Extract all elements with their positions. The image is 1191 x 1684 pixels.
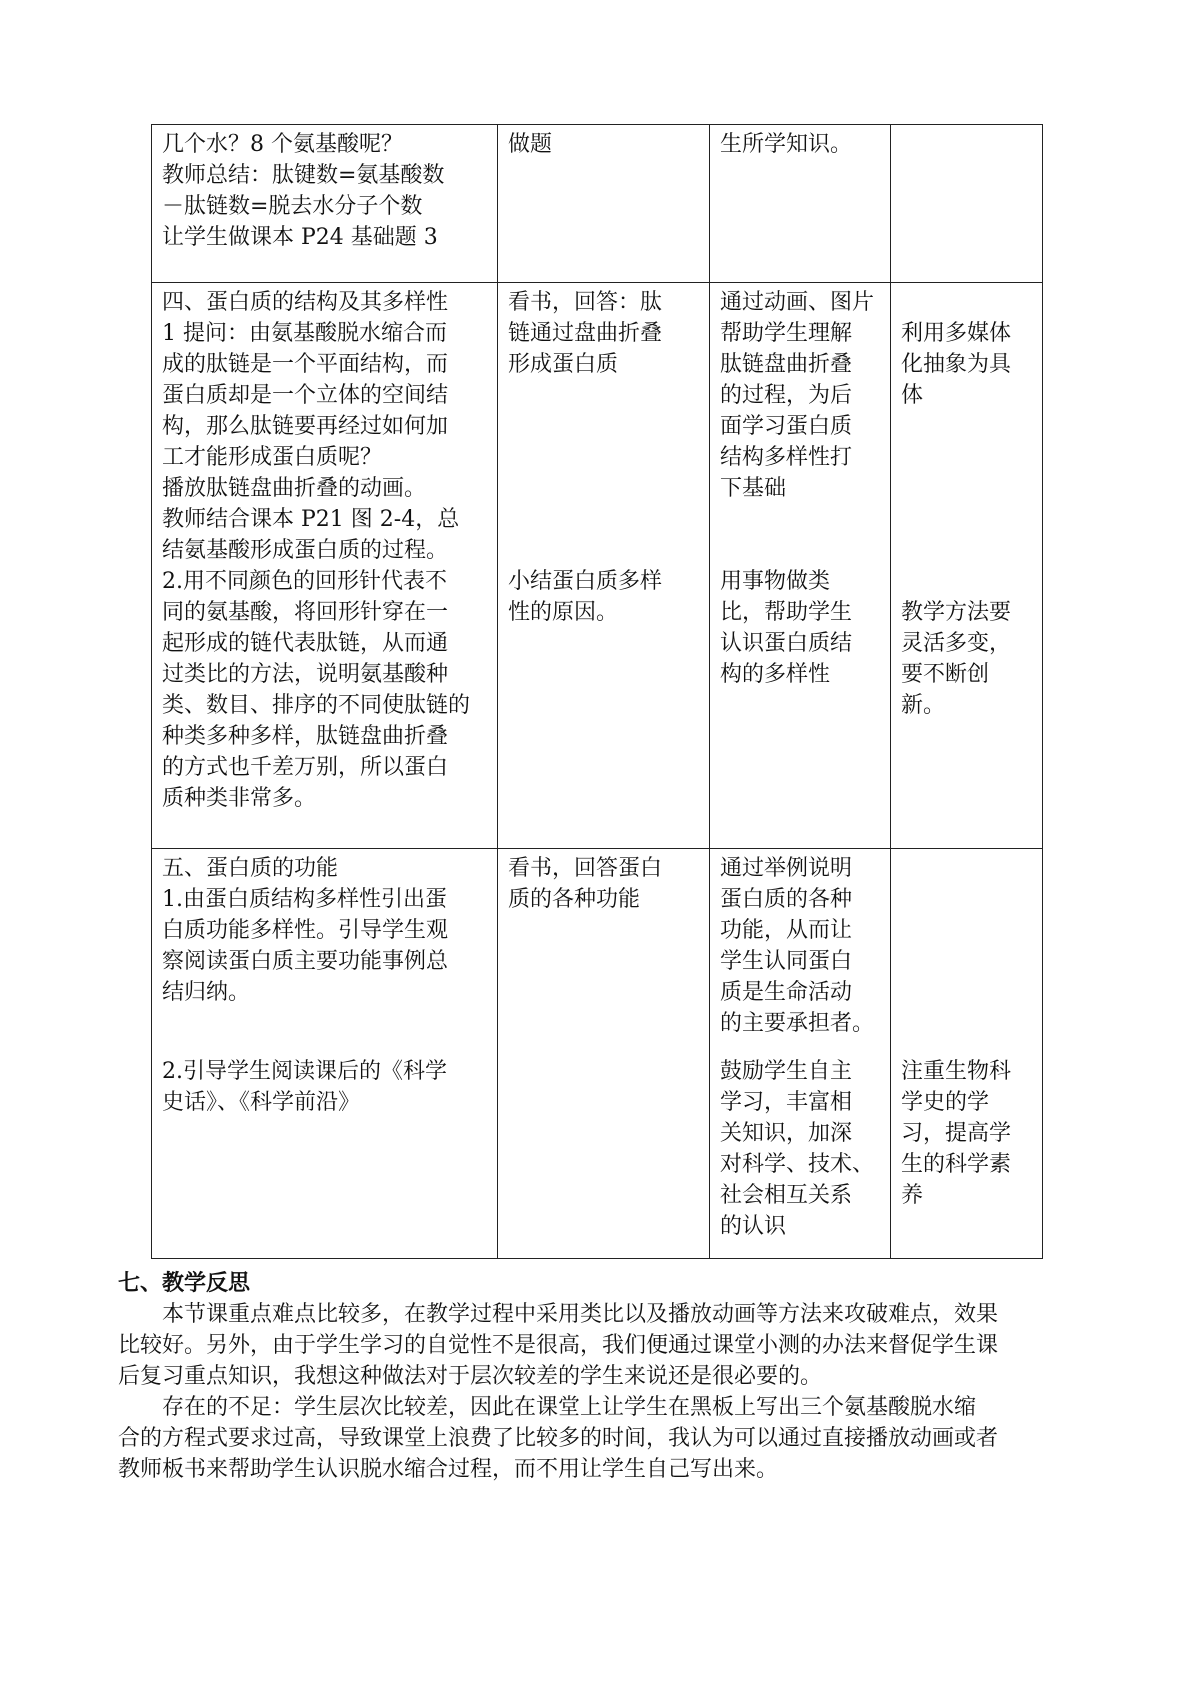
text-line: 蛋白质却是一个立体的空间结 [162, 383, 449, 408]
design-intent-cell [710, 283, 891, 849]
text-line: 结归纳。 [162, 980, 251, 1005]
text-line: 新。 [901, 693, 946, 718]
text-line: 看书，回答蛋白 [508, 856, 663, 881]
text-line: 结构多样性打 [720, 445, 853, 470]
text-line: 几个水？8 个氨基酸呢？ [162, 132, 403, 157]
teacher-activity-cell [152, 283, 498, 849]
text-line: 构的多样性 [720, 662, 831, 687]
text-line: 五、蛋白质的功能 [162, 856, 339, 881]
text-line: 体 [901, 383, 924, 408]
text-line: 质种类非常多。 [162, 786, 317, 811]
text-line: 让学生做课本 P24 基础题 3 [162, 225, 438, 250]
design-intent-cell [710, 849, 891, 1259]
text-line: 四、蛋白质的结构及其多样性 [162, 290, 449, 315]
text-line: 质的各种功能 [508, 887, 641, 912]
text-line: 利用多媒体 [901, 321, 1012, 346]
text-line: 肽链盘曲折叠 [720, 352, 853, 377]
teacher-activity-cell [152, 849, 498, 1259]
text-line: 灵活多变， [901, 631, 1012, 656]
text-line: 注重生物科 [901, 1059, 1012, 1084]
text-line: 2.引导学生阅读课后的《科学 [162, 1059, 447, 1084]
text-line: 生所学知识。 [720, 132, 853, 157]
text-line: 工才能形成蛋白质呢？ [162, 445, 383, 470]
text-line: 察阅读蛋白质主要功能事例总 [162, 949, 449, 974]
text-line: 习，提高学 [901, 1121, 1012, 1146]
table-row [152, 283, 1043, 849]
text-line: 生的科学素 [901, 1152, 1012, 1177]
text-line: 白质功能多样性。引导学生观 [162, 918, 449, 943]
text-line: 社会相互关系 [720, 1183, 853, 1208]
text-line: 学生认同蛋白 [720, 949, 853, 974]
text-line: 同的氨基酸，将回形针穿在一 [162, 600, 449, 625]
table-row [152, 849, 1043, 1259]
paragraph-line: 合的方程式要求过高，导致课堂上浪费了比较多的时间，我认为可以通过直接播放动画或者 [118, 1426, 999, 1451]
text-line: 起形成的链代表肽链，从而通 [162, 631, 449, 656]
text-line: 的主要承担者。 [720, 1011, 875, 1036]
text-line: 形成蛋白质 [508, 352, 619, 377]
text-line: 1.由蛋白质结构多样性引出蛋 [162, 887, 447, 912]
text-line: 链通过盘曲折叠 [508, 321, 663, 346]
text-line: 结氨基酸形成蛋白质的过程。 [162, 538, 449, 563]
text-line: 用事物做类 [720, 569, 831, 594]
text-line: 教师总结：肽键数=氨基酸数 [162, 163, 445, 188]
text-line: 成的肽链是一个平面结构，而 [162, 352, 449, 377]
student-activity-cell [498, 849, 710, 1259]
text-line: 播放肽链盘曲折叠的动画。 [162, 476, 427, 501]
text-line: 鼓励学生自主 [720, 1059, 853, 1084]
text-line: 小结蛋白质多样 [508, 569, 663, 594]
text-line: 类、数目、排序的不同使肽链的 [162, 693, 471, 718]
text-line: 帮助学生理解 [720, 321, 853, 346]
text-line: 做题 [508, 132, 553, 157]
reflection-section [118, 1268, 1078, 1485]
lesson-plan-table [151, 124, 1043, 1259]
text-line: 教学方法要 [901, 600, 1012, 625]
text-line: 通过动画、图片 [720, 290, 875, 315]
text-line: 比，帮助学生 [720, 600, 853, 625]
text-line: 质是生命活动 [720, 980, 853, 1005]
text-line: 过类比的方法，说明氨基酸种 [162, 662, 449, 687]
text-line: 蛋白质的各种 [720, 887, 853, 912]
text-line: 看书，回答：肽 [508, 290, 663, 315]
text-line: 的过程，为后 [720, 383, 853, 408]
text-line: 1 提问：由氨基酸脱水缩合而 [162, 321, 447, 346]
teacher-activity-cell [152, 125, 498, 283]
text-line: 认识蛋白质结 [720, 631, 853, 656]
text-line: 化抽象为具 [901, 352, 1012, 377]
text-line: 面学习蛋白质 [720, 414, 853, 439]
design-intent-cell [710, 125, 891, 283]
note-cell [891, 283, 1043, 849]
paragraph-line: 本节课重点难点比较多，在教学过程中采用类比以及播放动画等方法来攻破难点，效果 [118, 1302, 999, 1327]
text-line: 下基础 [720, 476, 787, 501]
paragraph-line: 教师板书来帮助学生认识脱水缩合过程，而不用让学生自己写出来。 [118, 1457, 779, 1482]
text-line: 种类多种多样，肽链盘曲折叠 [162, 724, 449, 749]
section-heading: 七、教学反思 [118, 1271, 251, 1296]
paragraph-line: 存在的不足：学生层次比较差，因此在课堂上让学生在黑板上写出三个氨基酸脱水缩 [118, 1395, 977, 1420]
text-line: 性的原因。 [508, 600, 619, 625]
student-activity-cell [498, 125, 710, 283]
text-line: 学史的学 [901, 1090, 990, 1115]
text-line: 学习，丰富相 [720, 1090, 853, 1115]
text-line: 要不断创 [901, 662, 990, 687]
text-line: 养 [901, 1183, 924, 1208]
text-line: 关知识，加深 [720, 1121, 853, 1146]
text-line: 功能，从而让 [720, 918, 853, 943]
paragraph-line: 比较好。另外，由于学生学习的自觉性不是很高，我们便通过课堂小测的办法来督促学生课 [118, 1333, 999, 1358]
note-cell [891, 849, 1043, 1259]
text-line: 教师结合课本 P21 图 2-4，总 [162, 507, 460, 532]
note-cell [891, 125, 1043, 283]
text-line: 对科学、技术、 [720, 1152, 875, 1177]
text-line: 的方式也千差万别，所以蛋白 [162, 755, 449, 780]
text-line: 构，那么肽链要再经过如何加 [162, 414, 449, 439]
student-activity-cell [498, 283, 710, 849]
text-line: 通过举例说明 [720, 856, 853, 881]
text-line: 2.用不同颜色的回形针代表不 [162, 569, 447, 594]
text-line: 史话》、《科学前沿》 [162, 1090, 361, 1115]
table-row [152, 125, 1043, 283]
paragraph-line: 后复习重点知识，我想这种做法对于层次较差的学生来说还是很必要的。 [118, 1364, 823, 1389]
text-line: －肽链数=脱去水分子个数 [162, 194, 423, 219]
text-line: 的认识 [720, 1214, 787, 1239]
